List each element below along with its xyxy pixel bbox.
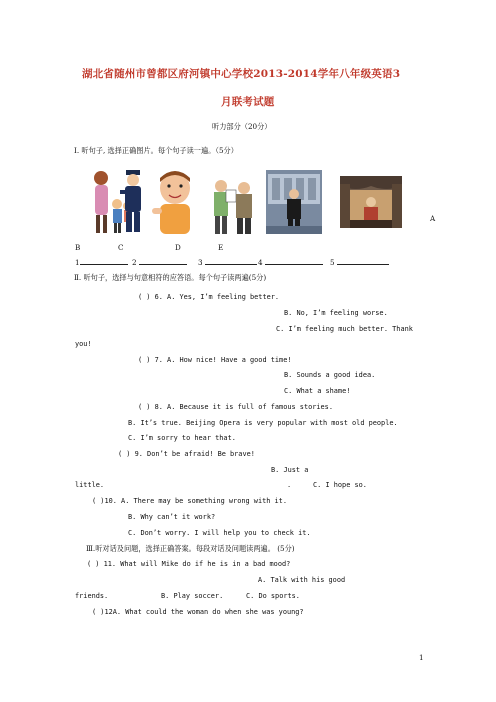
part2-instruction: Ⅱ. 听句子，选择与句意相符的应答语。每个句子读两遍(5分) bbox=[74, 273, 267, 282]
blank-line bbox=[205, 258, 257, 265]
answer-blank-2[interactable] bbox=[132, 258, 189, 267]
question-11-option-c: C. Do sports. bbox=[246, 592, 300, 600]
question-6-option-c-cont: you! bbox=[75, 340, 92, 348]
question-9-option-c: C. I hope so. bbox=[313, 481, 367, 489]
picture-letter-c: C bbox=[118, 243, 124, 252]
answer-blank-1[interactable] bbox=[75, 258, 130, 267]
question-10-option-c: C. Don’t worry. I will help you to check it. bbox=[128, 529, 311, 537]
answer-blank-4[interactable] bbox=[258, 258, 325, 267]
question-8-option-b: B. It’s true. Beijing Opera is very popular with most old people. bbox=[128, 419, 398, 427]
answer-blank-3[interactable] bbox=[198, 258, 259, 267]
answer-blank-5[interactable] bbox=[330, 258, 391, 267]
question-11-option-a: A. Talk with his good bbox=[258, 576, 346, 584]
document-title-line1: 湖北省随州市曾都区府河镇中心学校2013-2014学年八年级英语3 bbox=[82, 68, 401, 80]
question-11-option-a-cont: friends. bbox=[75, 592, 109, 600]
part1-instruction: Ⅰ. 听句子, 选择正确图片。每个句子读一遍。（5分） bbox=[74, 146, 238, 155]
blank-line bbox=[337, 258, 389, 265]
question-8: ( ) 8. A. Because it is full of famous stories. bbox=[138, 403, 333, 411]
picture-two-men-talking bbox=[206, 176, 260, 236]
question-7: ( ) 7. A. How nice! Have a good time! bbox=[138, 356, 292, 364]
question-6-option-c: C. I’m feeling much better. Thank bbox=[276, 325, 413, 333]
question-11: ( ) 11. What will Mike do if he is in a bad mood? bbox=[87, 560, 291, 568]
question-7-option-b: B. Sounds a good idea. bbox=[284, 371, 376, 379]
blank-line bbox=[80, 258, 128, 265]
picture-theater-stage bbox=[340, 176, 402, 228]
question-11-option-b: B. Play soccer. bbox=[161, 592, 224, 600]
section-label: 听力部分（20分） bbox=[212, 122, 272, 131]
answer-number: 2 bbox=[132, 258, 137, 267]
question-7-option-c: C. What a shame! bbox=[284, 387, 351, 395]
question-6-option-b: B. No, I’m feeling worse. bbox=[284, 309, 388, 317]
part3-instruction: Ⅲ.听对话及问题，选择正确答案。每段对话及问题读两遍。 (5分) bbox=[86, 544, 295, 553]
answer-number: 5 bbox=[330, 258, 335, 267]
blank-line bbox=[139, 258, 187, 265]
picture-letter-b: B bbox=[75, 243, 81, 252]
question-12: ( )12A. What could the woman do when she was young? bbox=[92, 608, 304, 616]
question-9-option-b-cont: little. bbox=[75, 481, 105, 489]
answer-number: 4 bbox=[258, 258, 263, 267]
question-9-dot: . bbox=[287, 481, 292, 489]
answer-number: 3 bbox=[198, 258, 203, 267]
question-9: ( ) 9. Don’t be afraid! Be brave! bbox=[118, 450, 255, 458]
picture-boy-smiling bbox=[150, 170, 202, 238]
answer-number: 1 bbox=[75, 258, 80, 267]
picture-letter-d: D bbox=[175, 243, 181, 252]
question-10: ( )10. A. There may be something wrong with it. bbox=[92, 497, 287, 505]
picture-man-on-stage bbox=[266, 170, 322, 234]
question-10-option-b: B. Why can’t it work? bbox=[128, 513, 216, 521]
picture-police-officer bbox=[118, 168, 148, 236]
picture-letter-e: E bbox=[218, 243, 224, 252]
document-title-line2: 月联考试题 bbox=[221, 96, 275, 108]
picture-letter-a: A bbox=[430, 214, 436, 223]
question-9-option-b: B. Just a bbox=[271, 466, 309, 474]
blank-line bbox=[265, 258, 323, 265]
question-8-option-c: C. I’m sorry to hear that. bbox=[128, 434, 236, 442]
question-6: ( ) 6. A. Yes, I’m feeling better. bbox=[138, 293, 280, 301]
page-number: 1 bbox=[419, 653, 424, 662]
